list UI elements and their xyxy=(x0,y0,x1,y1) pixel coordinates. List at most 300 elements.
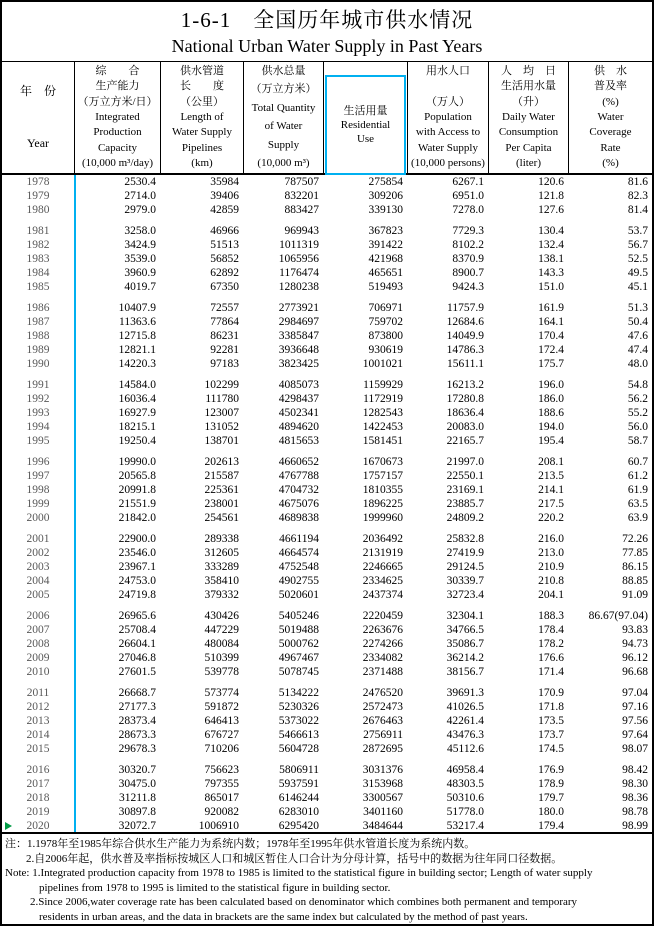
value-cell: 19990.0 xyxy=(118,456,156,468)
header-line: (%) xyxy=(602,156,619,169)
value-cell: 178.9 xyxy=(538,778,564,790)
year-cell: 1991 xyxy=(26,379,50,391)
value-cell: 138701 xyxy=(204,435,239,447)
value-cell: 127.6 xyxy=(538,204,564,216)
header-line: （万人） xyxy=(426,95,470,108)
value-cell: 5020601 xyxy=(278,589,319,601)
value-cell: 5000762 xyxy=(278,638,319,650)
group-gap xyxy=(2,679,652,686)
value-cell: 2334625 xyxy=(362,575,403,587)
value-cell: 176.6 xyxy=(538,652,564,664)
table-row xyxy=(2,238,652,252)
value-cell: 178.4 xyxy=(538,624,564,636)
year-cell: 2015 xyxy=(26,743,50,755)
title-block xyxy=(2,2,652,62)
value-cell: 120.6 xyxy=(538,176,564,188)
header-line: 年 份 xyxy=(19,83,56,98)
value-cell: 4767788 xyxy=(278,470,319,482)
year-cell: 2013 xyxy=(26,715,50,727)
header-line: Production xyxy=(93,126,142,139)
value-cell: 4502341 xyxy=(278,407,319,419)
value-cell: 194.0 xyxy=(538,421,564,433)
year-cell: 1979 xyxy=(26,190,50,202)
value-cell: 12684.6 xyxy=(446,316,484,328)
header-line: Water Supply xyxy=(418,141,478,154)
value-cell: 11363.6 xyxy=(119,316,156,328)
value-cell: 20991.8 xyxy=(118,484,156,496)
value-cell: 48.0 xyxy=(627,358,648,370)
value-cell: 81.4 xyxy=(627,204,648,216)
value-cell: 25708.4 xyxy=(118,624,156,636)
value-cell: 23169.1 xyxy=(446,484,484,496)
table-row xyxy=(2,623,652,637)
value-cell: 3823425 xyxy=(278,358,319,370)
value-cell: 98.99 xyxy=(622,820,648,832)
year-cell: 1995 xyxy=(26,435,50,447)
value-cell: 52.5 xyxy=(627,253,648,265)
value-cell: 254561 xyxy=(204,512,239,524)
value-cell: 1757157 xyxy=(362,470,403,482)
value-cell: 170.9 xyxy=(538,687,564,699)
value-cell: 7278.0 xyxy=(452,204,484,216)
year-cell: 2000 xyxy=(26,512,50,524)
value-cell: 312605 xyxy=(204,547,239,559)
value-cell: 3031376 xyxy=(362,764,403,776)
page-title-en: National Urban Water Supply in Past Years xyxy=(171,36,483,56)
year-cell: 2016 xyxy=(26,764,50,776)
group-gap xyxy=(2,217,652,224)
table-row xyxy=(2,469,652,483)
value-cell: 2872695 xyxy=(362,743,403,755)
value-cell: 6951.0 xyxy=(452,190,484,202)
value-cell: 92281 xyxy=(210,344,239,356)
col-header-residential xyxy=(323,62,407,173)
year-cell: 1980 xyxy=(26,204,50,216)
value-cell: 27046.8 xyxy=(118,652,156,664)
value-cell: 27601.5 xyxy=(118,666,156,678)
value-cell: 1422453 xyxy=(362,421,403,433)
value-cell: 289338 xyxy=(204,533,239,545)
value-cell: 123007 xyxy=(204,407,239,419)
value-cell: 210.8 xyxy=(538,575,564,587)
year-cell: 1998 xyxy=(26,484,50,496)
value-cell: 98.30 xyxy=(622,778,648,790)
year-cell: 1988 xyxy=(26,330,50,342)
value-cell: 204.1 xyxy=(538,589,564,601)
value-cell: 16036.4 xyxy=(118,393,156,405)
table-header-row xyxy=(2,62,652,175)
year-cell: 2008 xyxy=(26,638,50,650)
value-cell: 1006910 xyxy=(198,820,239,832)
value-cell: 94.73 xyxy=(622,638,648,650)
value-cell: 2246665 xyxy=(362,561,403,573)
value-cell: 196.0 xyxy=(538,379,564,391)
value-cell: 5937591 xyxy=(278,778,319,790)
value-cell: 920082 xyxy=(204,806,239,818)
value-cell: 17280.8 xyxy=(446,393,484,405)
value-cell: 56.0 xyxy=(627,421,648,433)
value-cell: 47.6 xyxy=(627,330,648,342)
value-cell: 138.1 xyxy=(538,253,564,265)
value-cell: 202613 xyxy=(204,456,239,468)
year-cell: 1999 xyxy=(26,498,50,510)
table-row xyxy=(2,511,652,525)
value-cell: 27177.3 xyxy=(118,701,156,713)
value-cell: 4019.7 xyxy=(124,281,156,293)
value-cell: 3258.0 xyxy=(124,225,156,237)
value-cell: 24753.0 xyxy=(118,575,156,587)
table-row xyxy=(2,203,652,217)
value-cell: 5019488 xyxy=(278,624,319,636)
value-cell: 14049.9 xyxy=(446,330,484,342)
value-cell: 171.4 xyxy=(538,666,564,678)
value-cell: 213.0 xyxy=(538,547,564,559)
header-line: Length of xyxy=(180,110,224,123)
value-cell: 238001 xyxy=(204,498,239,510)
header-line: Pipelines xyxy=(181,141,223,154)
value-cell: 4675076 xyxy=(278,498,319,510)
value-cell: 151.0 xyxy=(538,281,564,293)
value-cell: 53217.4 xyxy=(446,820,484,832)
value-cell: 4967467 xyxy=(278,652,319,664)
value-cell: 1999960 xyxy=(362,512,403,524)
header-line: Population xyxy=(424,110,472,123)
value-cell: 63.5 xyxy=(627,498,648,510)
value-cell: 41026.5 xyxy=(446,701,484,713)
value-cell: 54.8 xyxy=(627,379,648,391)
value-cell: 873800 xyxy=(368,330,403,342)
value-cell: 2371488 xyxy=(362,666,403,678)
header-line: Use xyxy=(356,133,375,145)
value-cell: 77.85 xyxy=(622,547,648,559)
value-cell: 172.4 xyxy=(538,344,564,356)
value-cell: 367823 xyxy=(368,225,403,237)
value-cell: 5134222 xyxy=(278,687,319,699)
year-cell: 2012 xyxy=(26,701,50,713)
value-cell: 6283010 xyxy=(278,806,319,818)
value-cell: 32304.1 xyxy=(446,610,484,622)
value-cell: 173.5 xyxy=(538,715,564,727)
value-cell: 188.3 xyxy=(538,610,564,622)
header-line: Integrated xyxy=(95,110,140,123)
value-cell: 10407.9 xyxy=(118,302,156,314)
value-cell: 46966 xyxy=(210,225,239,237)
value-cell: 22550.1 xyxy=(446,470,484,482)
table-row xyxy=(2,224,652,238)
value-cell: 51513 xyxy=(210,239,239,251)
table-row xyxy=(2,763,652,777)
value-cell: 93.83 xyxy=(622,624,648,636)
value-cell: 215587 xyxy=(204,470,239,482)
value-cell: 98.42 xyxy=(622,764,648,776)
table-row xyxy=(2,651,652,665)
value-cell: 61.2 xyxy=(627,470,648,482)
value-cell: 2274266 xyxy=(362,638,403,650)
header-line: (%) xyxy=(602,95,619,108)
value-cell: 21551.9 xyxy=(118,498,156,510)
value-cell: 30475.0 xyxy=(118,778,156,790)
value-cell: 5078745 xyxy=(278,666,319,678)
value-cell: 176.9 xyxy=(538,764,564,776)
header-line: (10,000 m³/day) xyxy=(81,156,154,169)
value-cell: 12821.1 xyxy=(118,344,156,356)
value-cell: 14786.3 xyxy=(446,344,484,356)
value-cell: 4085073 xyxy=(278,379,319,391)
value-cell: 832201 xyxy=(284,190,319,202)
value-cell: 67350 xyxy=(210,281,239,293)
value-cell: 170.4 xyxy=(538,330,564,342)
table-row xyxy=(2,343,652,357)
value-cell: 391422 xyxy=(368,239,403,251)
table-row xyxy=(2,574,652,588)
value-cell: 480084 xyxy=(204,638,239,650)
value-cell: 97.04 xyxy=(622,687,648,699)
value-cell: 18636.4 xyxy=(446,407,484,419)
value-cell: 22900.0 xyxy=(118,533,156,545)
value-cell: 2979.0 xyxy=(124,204,156,216)
header-line: (10,000 m³) xyxy=(257,156,310,169)
note-zh-2: 2.自2006年起，供水普及率指标按城区人口和城区暂住人口合计为分母计算，括号中的数据为往年同口径数据。 xyxy=(26,852,563,865)
year-cell: 1992 xyxy=(26,393,50,405)
value-cell: 53.7 xyxy=(627,225,648,237)
value-cell: 339130 xyxy=(368,204,403,216)
year-cell: 1987 xyxy=(26,316,50,328)
value-cell: 28673.3 xyxy=(118,729,156,741)
value-cell: 2756911 xyxy=(363,729,403,741)
year-cell: 1981 xyxy=(26,225,50,237)
header-line: Water xyxy=(597,110,624,123)
header-line: (km) xyxy=(191,156,213,169)
value-cell: 179.7 xyxy=(538,792,564,804)
year-cell: 1989 xyxy=(26,344,50,356)
group-gap xyxy=(2,525,652,532)
value-cell: 143.3 xyxy=(538,267,564,279)
year-cell: 2005 xyxy=(26,589,50,601)
value-cell: 1282543 xyxy=(362,407,403,419)
value-cell: 1896225 xyxy=(362,498,403,510)
value-cell: 31211.8 xyxy=(119,792,156,804)
value-cell: 178.2 xyxy=(538,638,564,650)
header-line: 生产能力 xyxy=(95,80,140,93)
group-gap xyxy=(2,602,652,609)
header-line: with Access to xyxy=(415,126,481,139)
header-line: 供 水 xyxy=(594,65,627,77)
value-cell: 171.8 xyxy=(538,701,564,713)
year-cell: 1997 xyxy=(26,470,50,482)
header-line: （公里） xyxy=(180,95,224,108)
value-cell: 16213.2 xyxy=(446,379,484,391)
value-cell: 4660652 xyxy=(278,456,319,468)
value-cell: 186.0 xyxy=(538,393,564,405)
col-header-daily-per-capita xyxy=(488,62,568,173)
value-cell: 24809.2 xyxy=(446,512,484,524)
value-cell: 23885.7 xyxy=(446,498,484,510)
value-cell: 573774 xyxy=(204,687,239,699)
green-flag-icon xyxy=(5,822,12,830)
value-cell: 86231 xyxy=(210,330,239,342)
value-cell: 8900.7 xyxy=(452,267,484,279)
header-line: 普及率 xyxy=(594,80,627,93)
value-cell: 39406 xyxy=(210,190,239,202)
value-cell: 646413 xyxy=(204,715,239,727)
value-cell: 20565.8 xyxy=(118,470,156,482)
value-cell: 3484644 xyxy=(362,820,403,832)
value-cell: 58.7 xyxy=(627,435,648,447)
header-line: (liter) xyxy=(515,156,542,169)
value-cell: 2572473 xyxy=(362,701,403,713)
value-cell: 35984 xyxy=(210,176,239,188)
header-line: 综 合 xyxy=(95,65,140,77)
header-line: （升） xyxy=(512,95,545,108)
value-cell: 1280238 xyxy=(278,281,319,293)
table-row xyxy=(2,560,652,574)
value-cell: 1065956 xyxy=(278,253,319,265)
value-cell: 1581451 xyxy=(362,435,403,447)
col-header-population xyxy=(407,62,488,173)
table-row xyxy=(2,175,652,189)
value-cell: 130.4 xyxy=(538,225,564,237)
header-line: (10,000 persons) xyxy=(411,156,485,169)
value-cell: 3385847 xyxy=(278,330,319,342)
value-cell: 3424.9 xyxy=(124,239,156,251)
year-cell: 1983 xyxy=(26,253,50,265)
header-line: Daily Water xyxy=(502,110,555,123)
table-row xyxy=(2,280,652,294)
year-cell: 1996 xyxy=(26,456,50,468)
value-cell: 1176474 xyxy=(279,267,319,279)
value-cell: 213.5 xyxy=(538,470,564,482)
header-line: （万立方米） xyxy=(250,83,317,96)
value-cell: 4664574 xyxy=(278,547,319,559)
value-cell: 34766.5 xyxy=(446,624,484,636)
value-cell: 225361 xyxy=(204,484,239,496)
value-cell: 175.7 xyxy=(538,358,564,370)
value-cell: 47.4 xyxy=(627,344,648,356)
note-zh-1: 注：1.1978年至1985年综合供水生产能力为系统内数；1978年至1995年供水管道长度为系统内数。 xyxy=(5,838,476,850)
table-row xyxy=(2,777,652,791)
value-cell: 96.12 xyxy=(622,652,648,664)
table-row xyxy=(2,406,652,420)
value-cell: 6267.1 xyxy=(452,176,484,188)
value-cell: 39691.3 xyxy=(446,687,484,699)
year-cell: 2009 xyxy=(26,652,50,664)
value-cell: 98.78 xyxy=(622,806,648,818)
value-cell: 50.4 xyxy=(627,316,648,328)
value-cell: 161.9 xyxy=(538,302,564,314)
table-row xyxy=(2,700,652,714)
value-cell: 217.5 xyxy=(538,498,564,510)
value-cell: 447229 xyxy=(204,624,239,636)
residential-use-box xyxy=(325,75,406,175)
value-cell: 45112.6 xyxy=(447,743,484,755)
value-cell: 23967.1 xyxy=(118,561,156,573)
value-cell: 72.26 xyxy=(622,533,648,545)
value-cell: 102299 xyxy=(204,379,239,391)
header-line: 用水人口 xyxy=(426,65,470,77)
table-row xyxy=(2,329,652,343)
table-row xyxy=(2,266,652,280)
header-line: Coverage xyxy=(589,126,632,139)
value-cell: 214.1 xyxy=(538,484,564,496)
value-cell: 4704732 xyxy=(278,484,319,496)
value-cell: 173.7 xyxy=(538,729,564,741)
table-row xyxy=(2,357,652,371)
value-cell: 3539.0 xyxy=(124,253,156,265)
year-cell: 1978 xyxy=(26,176,50,188)
value-cell: 930619 xyxy=(368,344,403,356)
value-cell: 21842.0 xyxy=(118,512,156,524)
value-cell: 4902755 xyxy=(278,575,319,587)
table-row xyxy=(2,455,652,469)
value-cell: 32723.4 xyxy=(446,589,484,601)
value-cell: 30339.7 xyxy=(446,575,484,587)
value-cell: 174.5 xyxy=(538,743,564,755)
value-cell: 1011319 xyxy=(279,239,319,251)
value-cell: 275854 xyxy=(368,176,403,188)
year-cell: 2018 xyxy=(26,792,50,804)
value-cell: 539778 xyxy=(204,666,239,678)
value-cell: 756623 xyxy=(204,764,239,776)
value-cell: 26965.6 xyxy=(118,610,156,622)
year-cell: 2020 xyxy=(26,820,50,832)
header-line: Rate xyxy=(600,141,621,154)
value-cell: 208.1 xyxy=(538,456,564,468)
value-cell: 97.16 xyxy=(622,701,648,713)
value-cell: 91.09 xyxy=(622,589,648,601)
value-cell: 21997.0 xyxy=(446,456,484,468)
table-row xyxy=(2,714,652,728)
col-header-year xyxy=(2,62,74,173)
table-row xyxy=(2,742,652,756)
col-header-coverage-rate xyxy=(568,62,652,173)
year-cell: 1993 xyxy=(26,407,50,419)
year-cell: 1985 xyxy=(26,281,50,293)
value-cell: 5806911 xyxy=(279,764,319,776)
table-row xyxy=(2,819,652,832)
value-cell: 180.0 xyxy=(538,806,564,818)
header-line: Water Supply xyxy=(172,126,232,139)
value-cell: 19250.4 xyxy=(118,435,156,447)
value-cell: 519493 xyxy=(368,281,403,293)
value-cell: 188.6 xyxy=(538,407,564,419)
value-cell: 2476520 xyxy=(362,687,403,699)
value-cell: 20083.0 xyxy=(446,421,484,433)
value-cell: 883427 xyxy=(284,204,319,216)
header-line: 人 均 日 xyxy=(501,65,556,77)
value-cell: 179.4 xyxy=(538,820,564,832)
value-cell: 797355 xyxy=(204,778,239,790)
value-cell: 195.4 xyxy=(538,435,564,447)
value-cell: 2773921 xyxy=(278,302,319,314)
header-line: Consumption xyxy=(498,126,559,139)
year-cell: 1990 xyxy=(26,358,50,370)
table-body xyxy=(2,175,652,832)
table-row xyxy=(2,189,652,203)
value-cell: 210.9 xyxy=(538,561,564,573)
value-cell: 4298437 xyxy=(278,393,319,405)
header-line: 供水总量 xyxy=(261,65,306,77)
value-cell: 465651 xyxy=(368,267,403,279)
value-cell: 23546.0 xyxy=(118,547,156,559)
year-cell: 1994 xyxy=(26,421,50,433)
value-cell: 61.9 xyxy=(627,484,648,496)
value-cell: 220.2 xyxy=(538,512,564,524)
value-cell: 3936648 xyxy=(278,344,319,356)
table-row xyxy=(2,637,652,651)
table-row xyxy=(2,483,652,497)
table-row xyxy=(2,791,652,805)
group-gap xyxy=(2,448,652,455)
